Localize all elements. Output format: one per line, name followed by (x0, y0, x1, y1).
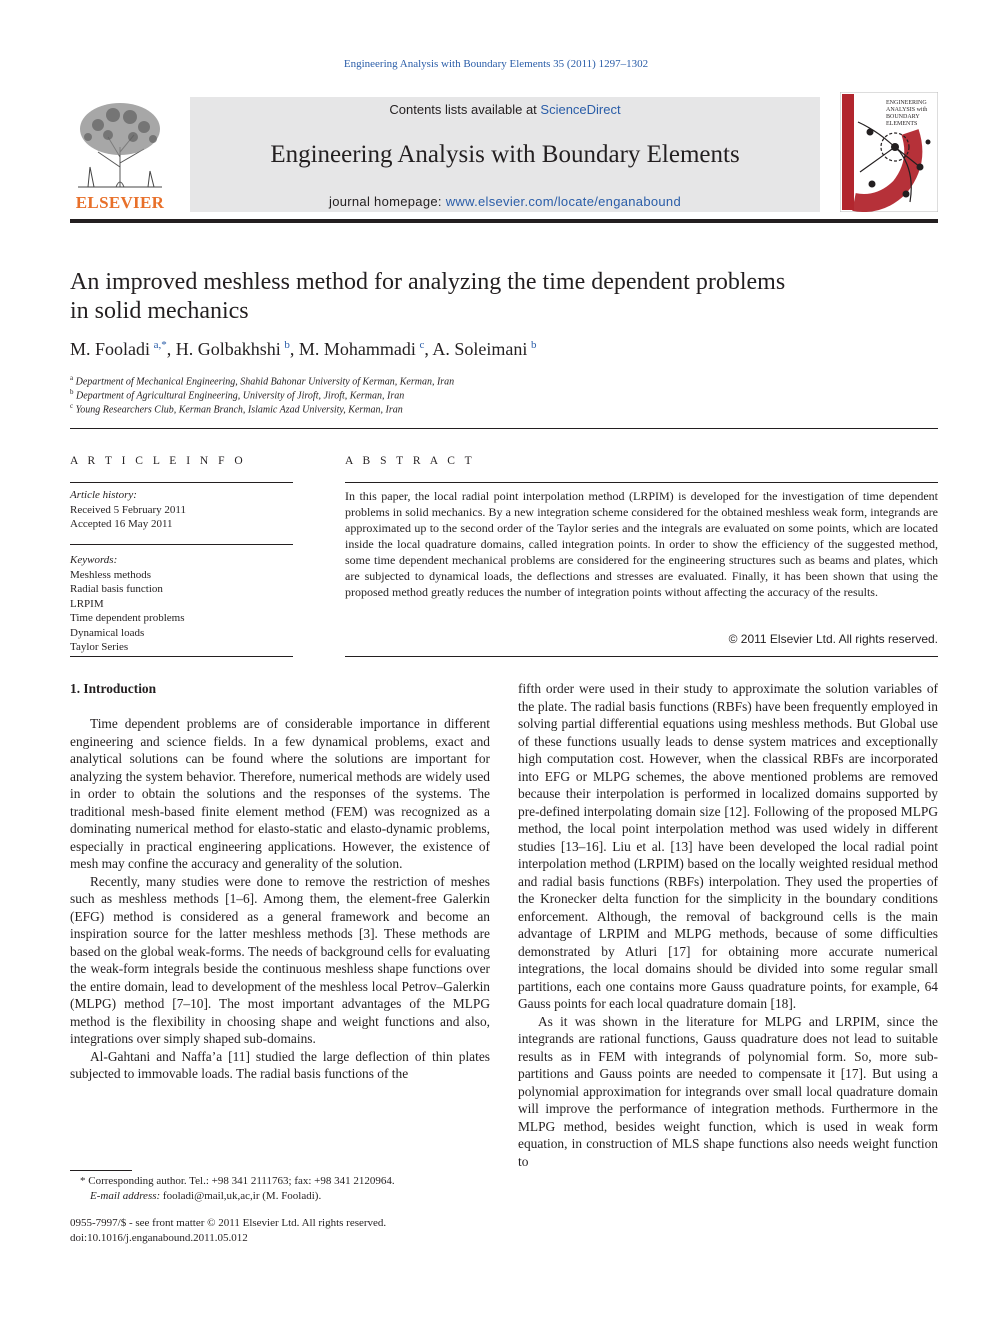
right-column-text (518, 680, 938, 1170)
journal-name: Engineering Analysis with Boundary Elements (270, 141, 740, 168)
keywords-rule (70, 656, 293, 657)
paragraph: As it was shown in the literature for MLPG and LRPIM, since the integrands are rational functions, Gauss quadrature does not lead to suitable results as in FEM with integrands of polynomial form. So, more sub-partitions and Gauss points are needed to compensate it [17]. But using a polynomial approximation for integrands over small local quadrature domain will improve the performance of integration methods. Furthermore in the MLPG method, besides weight function, which is used in weak form equation, in construction of MLS shape functions also needs weight function to (518, 1013, 938, 1169)
issn-line: 0955-7997/$ - see front matter © 2011 Elsevier Ltd. All rights reserved. (70, 1217, 387, 1229)
homepage-prefix: journal homepage: (329, 194, 446, 209)
footnote-rule (70, 1170, 132, 1171)
article-history (70, 488, 293, 532)
author-name[interactable]: A. Soleimani (432, 339, 528, 359)
article-info-heading: A R T I C L E I N F O (70, 455, 247, 467)
keyword: Time dependent problems (70, 612, 185, 624)
abstract-rule (345, 482, 938, 483)
section-heading-introduction: 1. Introduction (70, 681, 157, 696)
email-label: E-mail address: (90, 1190, 161, 1202)
abstract-bottom-rule (345, 656, 938, 657)
paragraph: Time dependent problems are of considerable importance in different engineering and science fields. In a few dynamical problems, exact and analytical solutions can be found where the solutions are important for analyzing the system behavior. Therefore, numerical methods are widely used in order to obtain the solutions and the responses of the systems. The traditional mesh-based finite element method (FEM) was recognized as a dominating numerical method for elasto-static and elasto-dynamic problems, especially in practical engineering applications. However, the existence of mesh may confine the accuracy and generality of the solution. (70, 716, 490, 871)
keyword: Dynamical loads (70, 626, 145, 639)
contents-prefix: Contents lists available at (389, 102, 541, 117)
doi-line[interactable]: doi:10.1016/j.enganabound.2011.05.012 (70, 1232, 248, 1244)
keyword: Radial basis function (70, 583, 163, 595)
received-date: Received 5 February 2011 (70, 503, 186, 516)
cover-text-line-1: ENGINEERING (886, 100, 927, 106)
author-separator: , (289, 339, 299, 359)
header-rule (70, 219, 938, 223)
author-affiliation-mark[interactable]: c (419, 339, 425, 351)
abstract-heading: A B S T R A C T (345, 455, 476, 467)
article-history-label: Article history: (70, 489, 137, 501)
history-rule (70, 544, 293, 545)
keyword: Meshless methods (70, 568, 151, 581)
paragraph: Recently, many studies were done to remove the restriction of meshes such as meshless methods [1–6]. Among them, the element-free Galerkin (EFG) method is considered as a general framework and become an inspiration source for the latter meshless methods [3]. These methods are based on the global weak-forms. The needs of background cells for evaluating the weak-form integrals beside the continuous meshless shape functions over the entire domain, lead to development of the meshless local Petrov–Galerkin (MLPG) method [7–10]. The most important advantages of the MLPG method is the flexibility in choosing shape and weight functions and also, integrations over simply shaped sub-domains. (70, 873, 490, 1046)
email-note (70, 1189, 490, 1204)
author-name[interactable]: M. Mohammadi (298, 339, 416, 359)
journal-cover-thumbnail[interactable] (840, 92, 938, 212)
affiliation-b (70, 388, 404, 401)
abstract-copyright: © 2011 Elsevier Ltd. All rights reserved. (728, 632, 938, 646)
abstract-text: In this paper, the local radial point interpolation method (LRPIM) is developed for the investigation of time dependent problems in solid mechanics. By a new integration scheme considered for the obtained meshless weak form, integrands are approximated up to the second order of the Taylor series and the integrals are evaluated on some points, which are located inside the local quadrature domains, called integration points. In order to show the efficiency of the suggested method, some time dependent mechanical problems are considered for the engineering structures such as beams and plates, which are subjected to dynamical loads, the deflections and stresses are evaluated. Finally, it has been shown that using the proposed method greatly reduces the number of integration points without affecting the accuracy of the results. (345, 489, 938, 599)
keywords-label: Keywords: (70, 554, 118, 566)
affiliation-rule (70, 428, 938, 429)
article-title-line-1: An improved meshless method for analyzing the time dependent problems (70, 269, 786, 295)
affiliation-a (70, 374, 454, 387)
affiliation-mark: c (70, 402, 74, 410)
journal-citation[interactable]: Engineering Analysis with Boundary Elements 35 (2011) 1297–1302 (343, 58, 649, 70)
author-affiliation-mark[interactable]: a,* (153, 339, 167, 351)
affiliation-text: Department of Mechanical Engineering, Shahid Bahonar University of Kerman, Kerman, Iran (75, 376, 455, 388)
author-separator: , (166, 339, 176, 359)
author-list (70, 339, 930, 360)
elsevier-wordmark: ELSEVIER (75, 193, 165, 212)
cover-text-line-3: BOUNDARY (886, 114, 920, 120)
article-title-line-2: in solid mechanics (70, 298, 249, 324)
author-affiliation-mark[interactable]: b (284, 339, 290, 351)
affiliation-c (70, 402, 403, 415)
affiliation-mark: a (70, 374, 74, 382)
accepted-date: Accepted 16 May 2011 (70, 518, 173, 530)
article-title (70, 268, 930, 326)
cover-text-line-4: ELEMENTS (886, 121, 918, 127)
keyword: LRPIM (70, 597, 104, 610)
author-name[interactable]: H. Golbakhshi (175, 339, 281, 359)
footnotes (70, 1174, 490, 1204)
paragraph: Al-Gahtani and Naffa’a [11] studied the large deflection of thin plates subjected to immovable loads. The radial basis functions of the (70, 1048, 490, 1081)
affiliation-text: Young Researchers Club, Kerman Branch, Islamic Azad University, Kerman, Iran (75, 404, 403, 416)
article-info-rule (70, 482, 293, 483)
email-address[interactable]: fooladi@mail,uk,ac,ir (M. Fooladi). (160, 1190, 322, 1202)
paragraph: fifth order were used in their study to approximate the solution variables of the plate. The radial basis functions (RBFs) have been frequently employed in solving partial differential equations using meshless methods. But Global use of these functions usually leads to dense system matrices and exceptionally high computation cost. However, when the classical RBFs are incorporated into EFG or MLPG schemes, the above mentioned problems are removed because their interpolation is performed in localized domains supported by pre-defined interpolating domain size [12]. Following of the proposed MLPG method, the local point interpolation method was used widely in different studies [13–16]. Liu et al. [13] have been developed the local radial point interpolation method (LRPIM) based on the locally weighted residual method and radial basis functions (RBFs) interpolation. They used the properties of the Kronecker delta function for the simplicity in the boundary conditions enforcement. Although, the removal of background cells is the main advantage of LRPIM and MLPG methods, because of some difficulties demonstrated by Atluri [17] for obtaining more accurate numerical integrations, the local domains should be divided into some regular small partitions, each one contains more Gauss quadrature points, for example, 64 Gauss points for each local quadrature domain [18]. (518, 681, 938, 1011)
homepage-link[interactable]: www.elsevier.com/locate/enganabound (445, 194, 681, 209)
author-affiliation-mark[interactable]: b (531, 339, 537, 351)
front-matter (70, 1216, 490, 1246)
sciencedirect-link[interactable]: ScienceDirect (540, 102, 621, 117)
keyword: Taylor Series (70, 641, 129, 653)
author-separator: , (424, 339, 433, 359)
left-column-text (70, 715, 490, 1083)
keywords-block (70, 553, 293, 655)
contents-available-line (190, 102, 820, 117)
affiliation-mark: b (70, 388, 74, 396)
affiliation-text: Department of Agricultural Engineering, University of Jiroft, Jiroft, Kerman, Iran (76, 390, 405, 402)
author-name[interactable]: M. Fooladi (70, 339, 151, 359)
cover-text-line-2: ANALYSIS with (886, 107, 928, 113)
journal-homepage-line (190, 194, 820, 209)
corresponding-author-note: * Corresponding author. Tel.: +98 341 2111763; fax: +98 341 2120964. (80, 1175, 395, 1187)
